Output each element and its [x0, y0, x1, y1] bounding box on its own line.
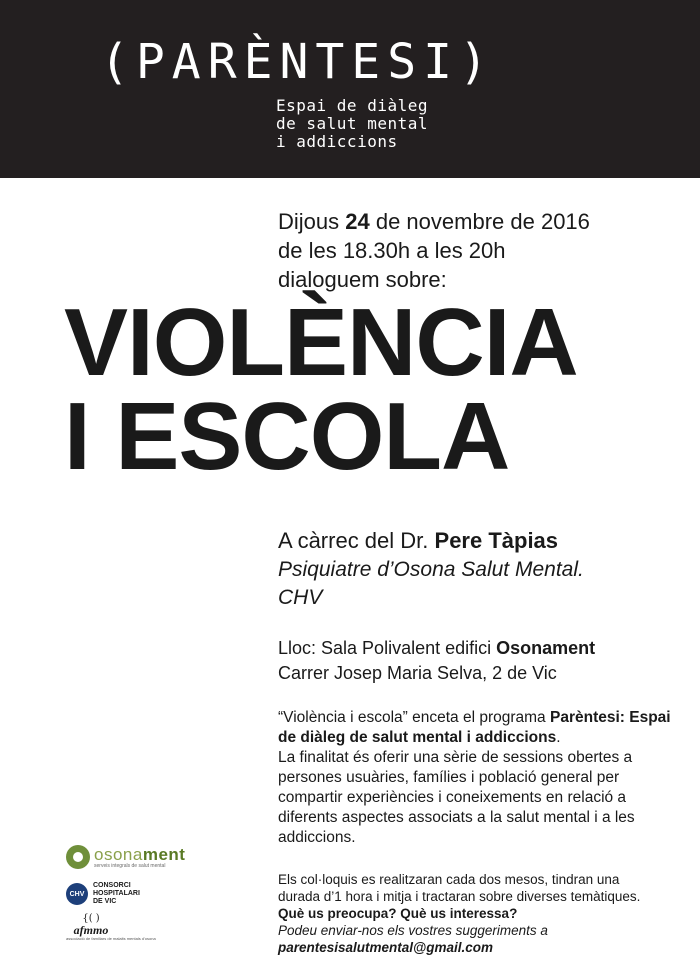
osonament-logo	[66, 843, 196, 871]
afmmo-icon: {( )	[82, 913, 100, 924]
footer-suggest-text: Podeu enviar-nos els vostres suggeriments a	[278, 923, 548, 938]
afmmo-subtitle: associació de familiars de malalts mentals d'osona	[66, 936, 156, 941]
footer-question-text: Què us preocupa? Què us interessa?	[278, 906, 518, 921]
place-prefix: Lloc: Sala Polivalent edifici	[278, 638, 497, 658]
footer-line: Els col·loquis es realitzaran cada dos mesos, tindran una	[278, 872, 620, 887]
place-building: Osonament	[496, 638, 596, 658]
chv-icon: CHV	[66, 883, 88, 905]
tagline-line: Espai de diàleg	[276, 96, 428, 115]
intro-text	[278, 708, 678, 848]
speaker-name: Pere Tàpias	[434, 528, 559, 553]
event-date-block	[278, 207, 590, 294]
event-title	[64, 289, 578, 490]
osonament-name-b: ment	[142, 844, 186, 864]
intro-program: Parèntesi:	[549, 709, 625, 726]
osonament-text	[94, 846, 185, 869]
place-line	[278, 636, 595, 661]
intro-quote: “Violència i escola” enceta el programa	[278, 709, 550, 726]
intro-program-full: Espai de diàleg de salut mental i addiccions	[278, 709, 671, 746]
parentesi-logo: (PARÈNTESI)	[100, 34, 495, 90]
title-line: VIOLÈNCIA	[64, 289, 578, 396]
email-link[interactable]: parentesisalutmental@gmail.com	[278, 940, 493, 955]
tagline-line: de salut mental	[276, 114, 428, 133]
footer-text	[278, 871, 688, 956]
speaker-affiliation: CHV	[278, 586, 323, 609]
footer-line: durada d’1 hora i mitja i tractaran sobre diverses temàtiques.	[278, 889, 641, 904]
osonament-name	[94, 846, 185, 863]
event-date	[278, 207, 590, 236]
date-prefix: Dijous	[278, 209, 346, 234]
place-address: Carrer Josep Maria Selva, 2 de Vic	[278, 663, 557, 683]
afmmo-name: afmmo	[73, 923, 109, 937]
speaker-role: Psiquiatre d’Osona Salut Mental.	[278, 558, 584, 581]
tagline	[276, 97, 428, 151]
place-block	[278, 636, 595, 686]
sponsor-logos	[66, 843, 196, 941]
chv-logo	[66, 881, 196, 907]
date-suffix: de novembre de 2016	[369, 209, 590, 234]
speaker-block	[278, 526, 584, 612]
chv-text	[93, 882, 140, 906]
intro-period: .	[556, 729, 561, 746]
event-lead: dialoguem sobre:	[278, 267, 447, 292]
intro-paragraph	[278, 708, 678, 748]
speaker-line	[278, 526, 584, 556]
afmmo-logo	[66, 913, 156, 941]
header-band	[0, 0, 700, 178]
osonament-subtitle: serveis integrals de salut mental	[94, 862, 166, 869]
footer-suggest	[278, 922, 688, 939]
footer-email[interactable]	[278, 939, 688, 956]
footer-question	[278, 905, 688, 922]
osonament-icon	[66, 845, 90, 869]
speaker-prefix: A càrrec del Dr.	[278, 528, 435, 553]
chv-line: HOSPITALARI	[93, 890, 140, 897]
chv-line: DE VIC	[93, 898, 117, 905]
date-day: 24	[345, 209, 370, 234]
intro-body: La finalitat és oferir una sèrie de sessions obertes a persones usuàries, famílies i població general per compartir experiències i coneixements en relació a diferents aspectes associats a la salut mental i a les addiccions.	[278, 749, 635, 846]
osonament-name-a: osona	[94, 844, 143, 864]
tagline-line: i addiccions	[276, 132, 398, 151]
title-line: I ESCOLA	[64, 383, 510, 490]
chv-line: CONSORCI	[93, 882, 131, 889]
event-time: de les 18.30h a les 20h	[278, 238, 506, 263]
